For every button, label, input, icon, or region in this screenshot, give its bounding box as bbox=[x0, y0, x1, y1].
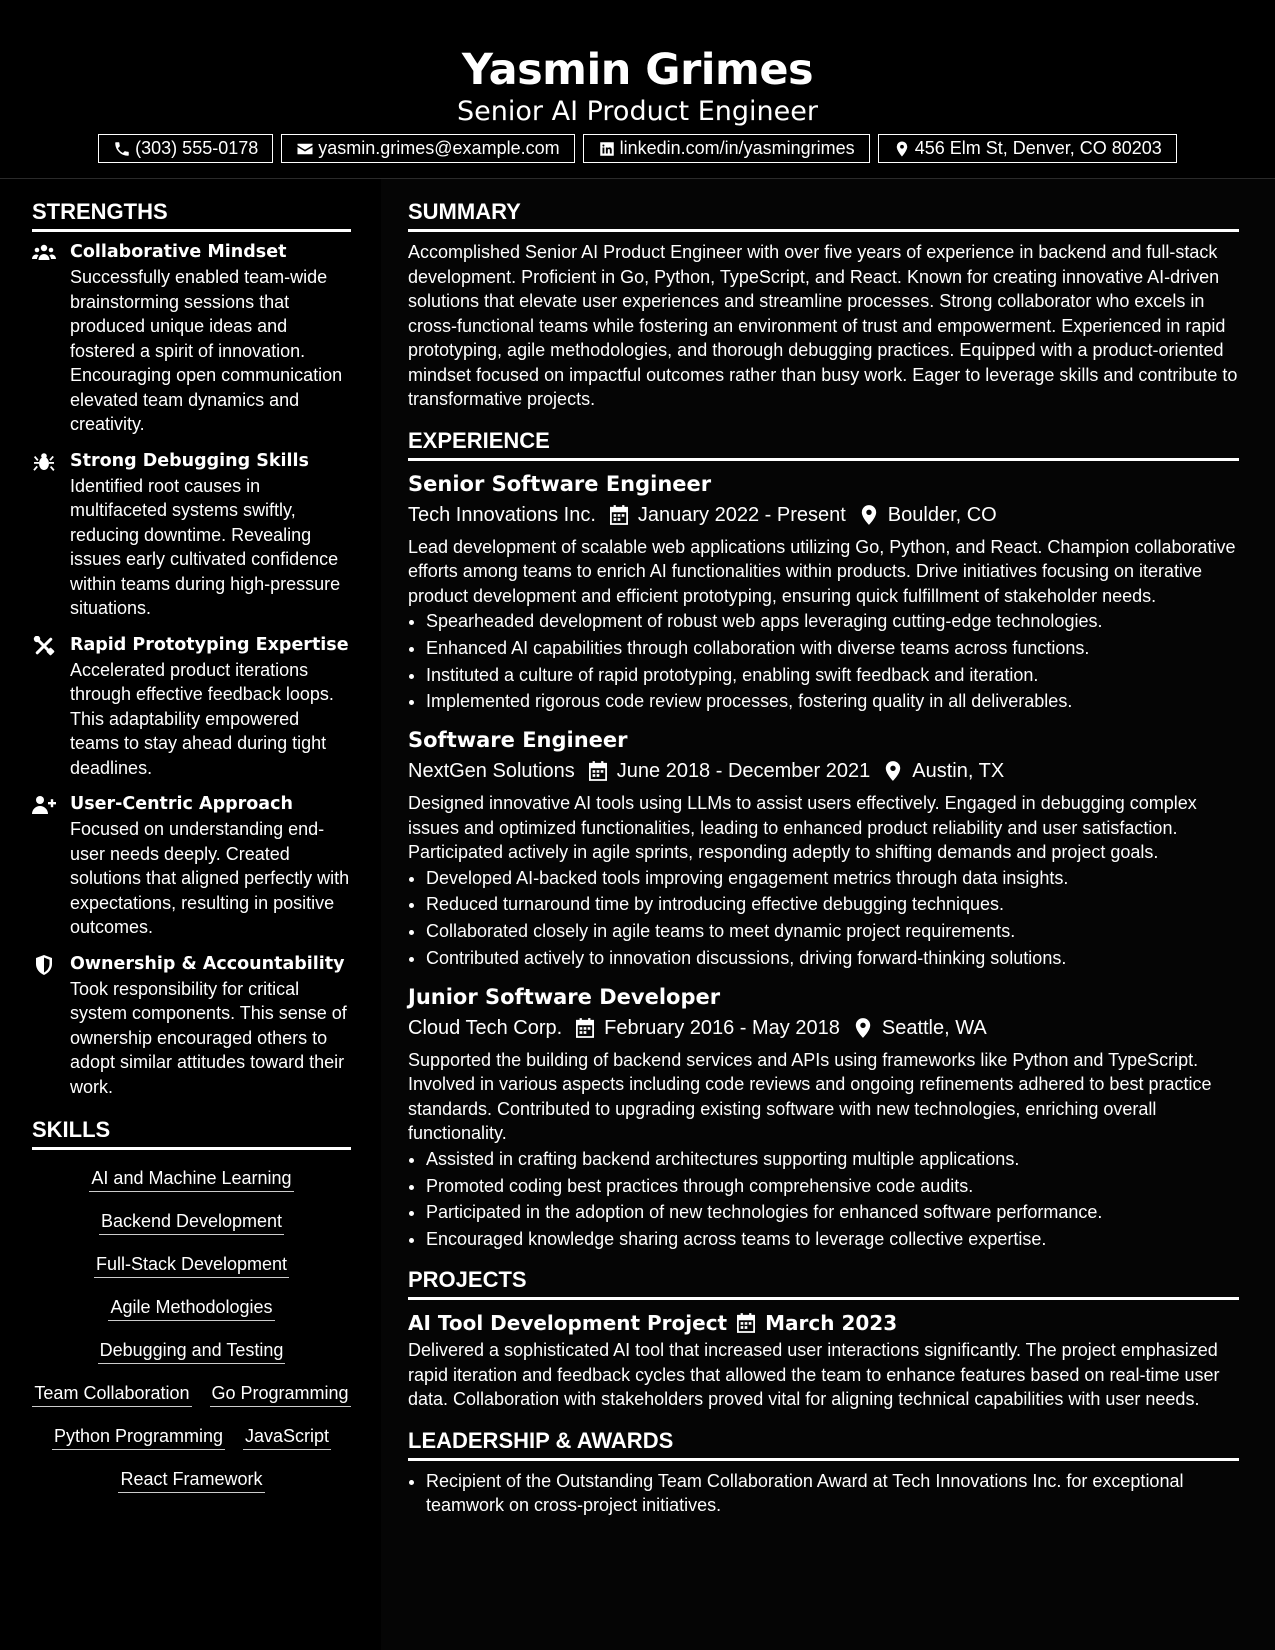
project-title: AI Tool Development Project bbox=[408, 1311, 728, 1336]
strength-item bbox=[32, 449, 351, 621]
skill-tag: AI and Machine Learning bbox=[89, 1166, 293, 1192]
strengths-heading: STRENGTHS bbox=[32, 195, 351, 232]
calendar-icon bbox=[737, 1313, 755, 1333]
user-plus-icon bbox=[32, 795, 56, 815]
skill-tag: Agile Methodologies bbox=[108, 1295, 274, 1321]
skill-tag: Full-Stack Development bbox=[94, 1252, 289, 1278]
job-bullet: • Collaborated closely in agile teams to meet dynamic project requirements. bbox=[426, 918, 1239, 945]
strength-text: Took responsibility for critical system components. This sense of ownership encouraged others to adopt similar attitudes toward their work. bbox=[70, 978, 347, 1097]
job-bullet: • Developed AI-backed tools improving engagement metrics through data insights. bbox=[426, 865, 1239, 892]
job-location: Boulder, CO bbox=[887, 503, 997, 526]
job-bullet: • Promoted coding best practices through comprehensive code audits. bbox=[426, 1173, 1239, 1200]
job-bullet: • Reduced turnaround time by introducing effective debugging techniques. bbox=[426, 891, 1239, 918]
job-bullet: • Enhanced AI capabilities through collaboration with diverse teams across functions. bbox=[426, 635, 1239, 662]
map-pin-icon bbox=[860, 505, 878, 525]
job-bullet: • Encouraged knowledge sharing across teams to leverage collective expertise. bbox=[426, 1226, 1239, 1253]
map-pin-icon bbox=[893, 140, 911, 158]
skill-tag: JavaScript bbox=[243, 1424, 331, 1450]
contact-email[interactable] bbox=[281, 134, 574, 163]
strength-title: Ownership & Accountability bbox=[70, 953, 345, 974]
awards-list bbox=[408, 1469, 1239, 1518]
envelope-icon bbox=[296, 140, 314, 158]
skill-tag: React Framework bbox=[118, 1467, 264, 1493]
awards-heading: LEADERSHIP & AWARDS bbox=[408, 1424, 1239, 1461]
bug-icon bbox=[32, 452, 56, 472]
map-pin-icon bbox=[854, 1018, 872, 1038]
strength-item bbox=[32, 633, 351, 781]
job-dates: February 2016 - May 2018 bbox=[604, 1016, 840, 1039]
project-description: Delivered a sophisticated AI tool that increased user interactions significantly. The project emphasized rapid iteration and feedback cycles that allowed the team to enhance features based on real-time user data. Collaboration with stakeholders proved vital for aligning technical capabilities with user needs. bbox=[408, 1340, 1220, 1410]
strength-title: Rapid Prototyping Expertise bbox=[70, 634, 349, 655]
job-bullet: • Implemented rigorous code review processes, fostering quality in all deliverables. bbox=[426, 688, 1239, 715]
job-entry bbox=[408, 982, 1239, 1253]
job-entry bbox=[408, 725, 1239, 972]
job-bullet: • Instituted a culture of rapid prototyping, enabling swift feedback and iteration. bbox=[426, 662, 1239, 689]
users-icon bbox=[32, 243, 56, 263]
contact-address[interactable] bbox=[878, 134, 1177, 163]
contact-email-text: yasmin.grimes@example.com bbox=[318, 138, 560, 158]
contact-linkedin-text: linkedin.com/in/yasmingrimes bbox=[619, 138, 855, 158]
calendar-icon bbox=[576, 1018, 594, 1038]
resume-header bbox=[0, 0, 1275, 179]
job-dates: June 2018 - December 2021 bbox=[616, 760, 871, 783]
job-location: Austin, TX bbox=[912, 760, 1005, 783]
contact-phone[interactable] bbox=[98, 134, 273, 163]
candidate-title: Senior AI Product Engineer bbox=[457, 96, 818, 127]
job-description: Lead development of scalable web applications utilizing Go, Python, and React. Champion collaborative efforts among teams to enrich AI functionalities within products. Drive initiatives focusing on iterative product development and efficient prototyping, ensuring quick fulfillment of stakeholder needs. bbox=[408, 536, 1236, 606]
skill-tag: Debugging and Testing bbox=[98, 1338, 286, 1364]
award-item: • Recipient of the Outstanding Team Collaboration Award at Tech Innovations Inc. for exceptional teamwork on cross-project initiatives. bbox=[426, 1469, 1239, 1518]
skill-tag: Python Programming bbox=[52, 1424, 225, 1450]
strength-text: Identified root causes in multifaceted systems swiftly, reducing downtime. Revealing issues early cultivated confidence within teams during high-pressure situations. bbox=[70, 475, 341, 618]
linkedin-icon bbox=[598, 140, 616, 158]
job-company: Tech Innovations Inc. bbox=[408, 503, 596, 526]
strength-item bbox=[32, 240, 351, 437]
candidate-name: Yasmin Grimes bbox=[461, 45, 814, 95]
experience-heading: EXPERIENCE bbox=[408, 424, 1239, 461]
strength-title: User-Centric Approach bbox=[70, 794, 293, 814]
job-title: Senior Software Engineer bbox=[408, 471, 712, 496]
skills-list bbox=[32, 1158, 351, 1493]
strength-title: Collaborative Mindset bbox=[70, 242, 287, 262]
phone-icon bbox=[113, 140, 131, 158]
tools-icon bbox=[32, 636, 56, 656]
sidebar bbox=[32, 195, 351, 1493]
calendar-icon bbox=[589, 761, 607, 781]
strength-title: Strong Debugging Skills bbox=[70, 450, 309, 471]
job-bullets bbox=[408, 1146, 1239, 1253]
contact-bar bbox=[0, 134, 1275, 163]
skill-tag: Go Programming bbox=[210, 1381, 351, 1407]
job-bullets bbox=[408, 865, 1239, 972]
job-title: Junior Software Developer bbox=[408, 984, 721, 1009]
project-date: March 2023 bbox=[765, 1311, 898, 1336]
job-company: Cloud Tech Corp. bbox=[408, 1016, 563, 1039]
job-bullet: • Participated in the adoption of new technologies for enhanced software performance. bbox=[426, 1199, 1239, 1226]
job-company: NextGen Solutions bbox=[408, 760, 575, 783]
summary-heading: SUMMARY bbox=[408, 195, 1239, 232]
project-entry bbox=[408, 1308, 1239, 1412]
contact-phone-text: (303) 555-0178 bbox=[135, 138, 259, 158]
skill-tag: Team Collaboration bbox=[32, 1381, 191, 1407]
job-entry bbox=[408, 469, 1239, 716]
main-content bbox=[408, 195, 1239, 1518]
contact-linkedin[interactable] bbox=[583, 134, 870, 163]
strength-item bbox=[32, 792, 351, 940]
job-title: Software Engineer bbox=[408, 728, 628, 753]
strength-text: Accelerated product iterations through effective feedback loops. This adaptability empowered teams to stay ahead during tight deadlines. bbox=[70, 659, 334, 778]
strength-item bbox=[32, 952, 351, 1100]
job-bullets bbox=[408, 608, 1239, 715]
skill-tag: Backend Development bbox=[99, 1209, 284, 1235]
skills-heading: SKILLS bbox=[32, 1113, 351, 1150]
job-location: Seattle, WA bbox=[881, 1016, 987, 1039]
job-description: Supported the building of backend services and APIs using frameworks like Python and TypeScript. Involved in various aspects including code reviews and ongoing refinements adhered to best practice standards. Contributed to upgrading existing software with new technologies, enriching overall functionality. bbox=[408, 1049, 1212, 1144]
job-bullet: • Assisted in crafting backend architectures supporting multiple applications. bbox=[426, 1146, 1239, 1173]
strength-text: Successfully enabled team-wide brainstorming sessions that produced unique ideas and fostered a spirit of innovation. Encouraging open communication elevated team dynamics and creativity. bbox=[70, 267, 343, 434]
shield-icon bbox=[32, 955, 56, 975]
summary-text: Accomplished Senior AI Product Engineer with over five years of experience in backend and full-stack development. Proficient in Go, Python, TypeScript, and React. Known for creating innovative AI-driven solutions that elevate user experiences and streamline processes. Strong collaborator who excels in cross-functional teams while fostering an environment of trust and empowerment. Experienced in rapid prototyping, agile methodologies, and thorough debugging practices. Equipped with a product-oriented mindset focused on impactful outcomes rather than busy work. Eager to leverage skills and contribute to transformative projects. bbox=[408, 242, 1238, 409]
job-description: Designed innovative AI tools using LLMs to assist users effectively. Engaged in debugging complex issues and optimized functionalities, leading to enhanced product reliability and user satisfaction. Participated actively in agile sprints, responding adeptly to shifting demands and project goals. bbox=[408, 793, 1197, 863]
projects-heading: PROJECTS bbox=[408, 1263, 1239, 1300]
strength-text: Focused on understanding end-user needs deeply. Created solutions that aligned perfectly with expectations, resulting in positive outcomes. bbox=[70, 819, 350, 937]
job-bullet: • Spearheaded development of robust web apps leveraging cutting-edge technologies. bbox=[426, 608, 1239, 635]
job-bullet: • Contributed actively to innovation discussions, driving forward-thinking solutions. bbox=[426, 945, 1239, 972]
contact-address-text: 456 Elm St, Denver, CO 80203 bbox=[914, 138, 1162, 158]
calendar-icon bbox=[610, 505, 628, 525]
map-pin-icon bbox=[884, 761, 902, 781]
job-dates: January 2022 - Present bbox=[637, 503, 846, 526]
